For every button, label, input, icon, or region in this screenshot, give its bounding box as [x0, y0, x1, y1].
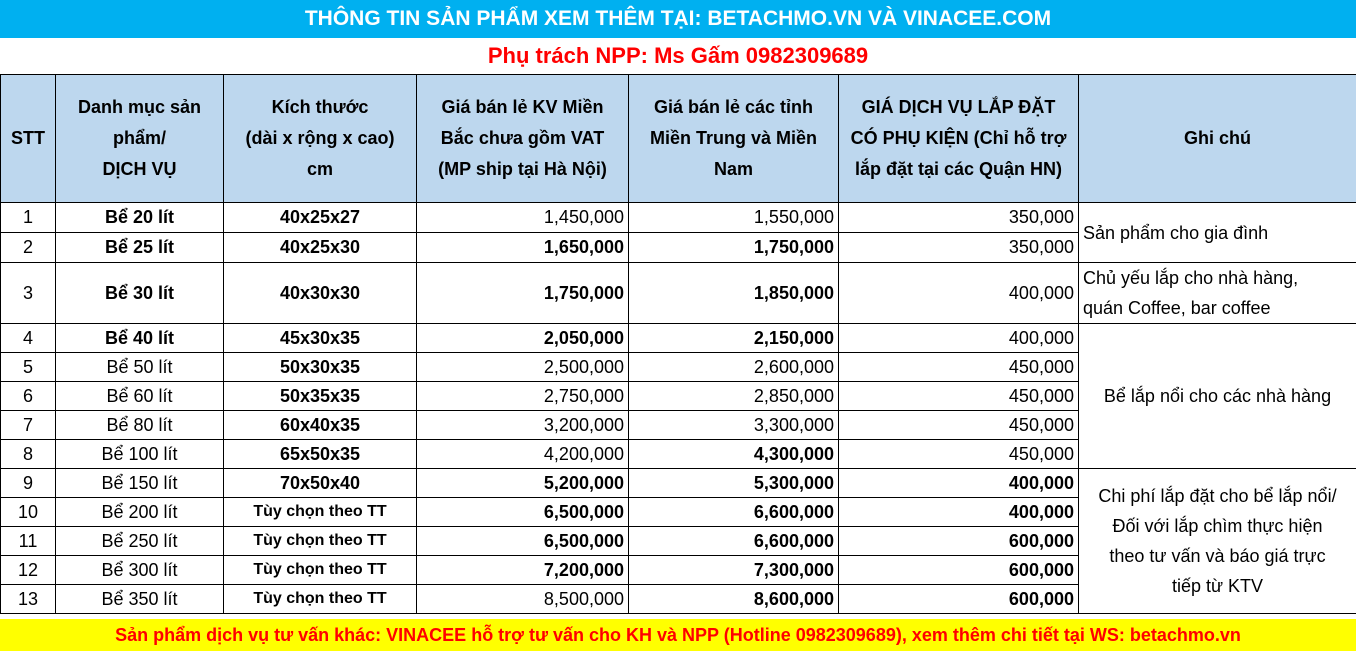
col-header-north-price: Giá bán lẻ KV Miền Bắc chưa gồm VAT (MP ship tại Hà Nội)	[417, 75, 629, 203]
table-row: 10 Bể 200 lít Tùy chọn theo TT 6,500,000 6,600,000 400,000	[1, 498, 1356, 527]
note-family: Sản phẩm cho gia đình	[1079, 203, 1356, 263]
footer-text: Sản phẩm dịch vụ tư vấn khác: VINACEE hỗ trợ tư vấn cho KH và NPP (Hotline 0982309689), xem thêm chi tiết tại WS: betachmo.vn	[115, 624, 1241, 645]
page-title: THÔNG TIN SẢN PHẨM XEM THÊM TẠI: BETACHMO.VN VÀ VINACEE.COM	[304, 7, 1052, 30]
table-row: 1 Bể 20 lít 40x25x27 1,450,000 1,550,000 350,000 Sản phẩm cho gia đình	[1, 203, 1356, 233]
table-row: 2 Bể 25 lít 40x25x30 1,650,000 1,750,000 350,000	[1, 233, 1356, 263]
header-row	[1, 75, 1356, 203]
col-header-name: Danh mục sản phẩm/ DỊCH VỤ	[56, 75, 224, 203]
price-table	[0, 74, 1356, 614]
col-header-stt: STT	[1, 75, 56, 203]
note-restaurant: Chủ yếu lắp cho nhà hàng, quán Coffee, bar coffee	[1079, 263, 1356, 324]
note-floating: Bể lắp nổi cho các nhà hàng	[1079, 324, 1356, 469]
col-header-note: Ghi chú	[1079, 75, 1356, 203]
table-row: 4 Bể 40 lít 45x30x35 2,050,000 2,150,000 400,000 Bể lắp nổi cho các nhà hàng	[1, 324, 1356, 353]
footer-banner	[0, 619, 1356, 651]
contact-banner	[0, 38, 1356, 74]
table-row: 3 Bể 30 lít 40x30x30 1,750,000 1,850,000 400,000 Chủ yếu lắp cho nhà hàng, quán Coffee, bar coffee	[1, 263, 1356, 324]
table-row: 5 Bể 50 lít 50x30x35 2,500,000 2,600,000 450,000	[1, 353, 1356, 382]
col-header-install-price: GIÁ DỊCH VỤ LẮP ĐẶT CÓ PHỤ KIỆN (Chỉ hỗ trợ lắp đặt tại các Quận HN)	[839, 75, 1079, 203]
table-row: 12 Bể 300 lít Tùy chọn theo TT 7,200,000 7,300,000 600,000	[1, 556, 1356, 585]
col-header-size: Kích thước (dài x rộng x cao) cm	[224, 75, 417, 203]
col-header-south-price: Giá bán lẻ các tỉnh Miền Trung và Miền Nam	[629, 75, 839, 203]
table-row: 13 Bể 350 lít Tùy chọn theo TT 8,500,000 8,600,000 600,000	[1, 585, 1356, 614]
table-row: 7 Bể 80 lít 60x40x35 3,200,000 3,300,000 450,000	[1, 411, 1356, 440]
table-row: 6 Bể 60 lít 50x35x35 2,750,000 2,850,000 450,000	[1, 382, 1356, 411]
note-custom: Chi phí lắp đặt cho bể lắp nổi/ Đối với lắp chìm thực hiện theo tư vấn và báo giá trực tiếp từ KTV	[1079, 469, 1356, 614]
table-row: 9 Bể 150 lít 70x50x40 5,200,000 5,300,000 400,000 Chi phí lắp đặt cho bể lắp nổi/ Đối với lắp chìm thực hiện theo tư vấn và báo giá trực tiếp từ KTV	[1, 469, 1356, 498]
table-row: 11 Bể 250 lít Tùy chọn theo TT 6,500,000 6,600,000 600,000	[1, 527, 1356, 556]
title-banner	[0, 0, 1356, 38]
contact-text: Phụ trách NPP: Ms Gấm 0982309689	[487, 43, 869, 68]
table-row: 8 Bể 100 lít 65x50x35 4,200,000 4,300,000 450,000	[1, 440, 1356, 469]
